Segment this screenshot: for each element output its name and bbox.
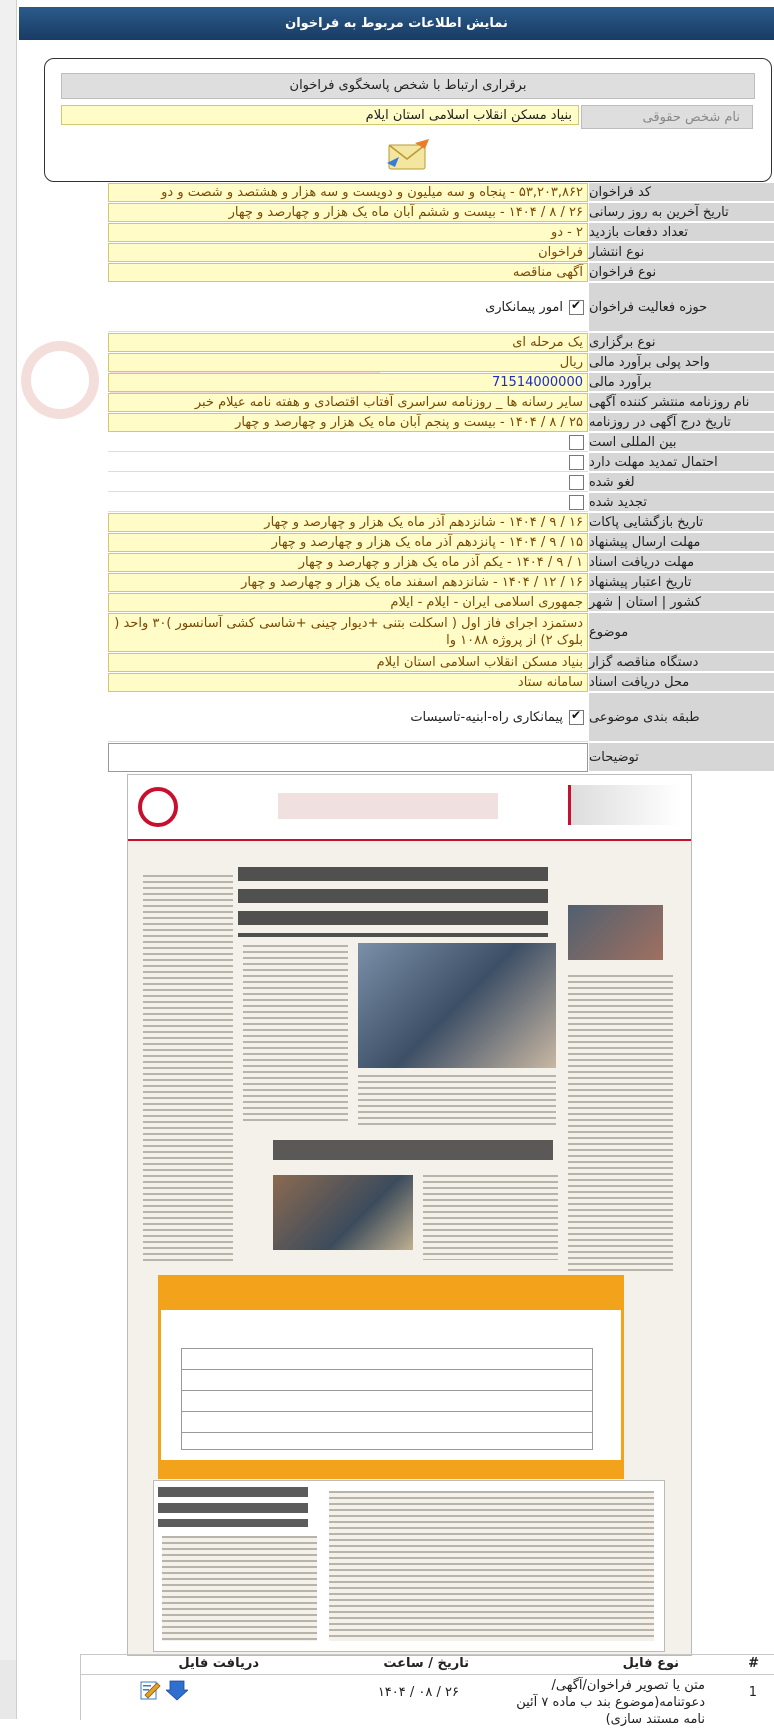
newspaper-bottom-headline-image — [158, 1487, 308, 1527]
newspaper-emblem-icon — [138, 787, 178, 827]
contact-panel — [44, 58, 772, 182]
renewed-cell — [108, 493, 588, 512]
newspaper-column — [143, 875, 233, 1265]
left-scroll-edge-bottom — [0, 1660, 16, 1719]
currency-value: ریال — [108, 353, 588, 372]
newspaper-tender-ad — [158, 1275, 624, 1479]
row-subject — [108, 613, 774, 652]
organizer-value: بنیاد مسکن انقلاب اسلامی استان ایلام — [108, 653, 588, 672]
subject-value: دستمزد اجرای فاز اول ( اسکلت بتنی +دیوار چینی +شاسی کشی آسانسور )۳۰ واحد ( بلوک ۲) از پروژه ۱۰۸۸ وا — [108, 613, 588, 652]
newspaper-headline-image — [238, 867, 548, 937]
activity-cell — [108, 283, 588, 332]
activity-option: امور پیمانکاری — [485, 299, 563, 315]
left-scroll-edge — [0, 0, 17, 1719]
newspaper-photo-third — [273, 1175, 413, 1250]
row-estimate — [108, 373, 774, 392]
row-newspaper — [108, 393, 774, 412]
newspaper-column — [358, 1075, 556, 1125]
call-type-label: نوع فراخوان — [589, 263, 774, 282]
files-col-num: # — [748, 1656, 759, 1671]
location-label: کشور | استان | شهر — [589, 593, 774, 612]
newspaper-date-value: ۲۵ / ۸ / ۱۴۰۴ - بیست و پنجم آبان ماه یک هزار و چهارصد و چهار — [108, 413, 588, 432]
row-opening-date — [108, 513, 774, 532]
international-checkbox[interactable] — [569, 435, 584, 450]
extension-cell — [108, 453, 588, 472]
submit-deadline-value: ۱۵ / ۹ / ۱۴۰۴ - پانزدهم آذر ماه یک هزار و چهارصد و چهار — [108, 533, 588, 552]
newspaper-scan-image — [127, 774, 692, 1656]
newspaper-date-label: تاریخ درج آگهی در روزنامه — [589, 413, 774, 432]
row-international — [108, 433, 774, 452]
newspaper-column — [568, 975, 673, 1275]
newspaper-column — [162, 1536, 317, 1641]
description-label: توضیحات — [589, 743, 774, 772]
row-code — [108, 183, 774, 202]
international-cell — [108, 433, 588, 452]
row-call-type — [108, 263, 774, 282]
subject-label: موضوع — [589, 613, 774, 652]
row-newspaper-date — [108, 413, 774, 432]
file-row-num: 1 — [748, 1685, 757, 1700]
ad-footer-band — [161, 1460, 621, 1476]
estimate-label: برآورد مالی — [589, 373, 774, 392]
activity-label: حوزه فعالیت فراخوان — [589, 283, 774, 332]
row-last-update — [108, 203, 774, 222]
submit-deadline-label: مهلت ارسال پیشنهاد — [589, 533, 774, 552]
validity-date-label: تاریخ اعتبار پیشنهاد — [589, 573, 774, 592]
last-update-value: ۲۶ / ۸ / ۱۴۰۴ - بیست و ششم آبان ماه یک هزار و چهارصد و چهار — [108, 203, 588, 222]
files-col-date: تاریخ / ساعت — [383, 1656, 469, 1671]
extension-label: احتمال تمدید مهلت دارد — [589, 453, 774, 472]
row-organizer — [108, 653, 774, 672]
ad-table-image — [181, 1348, 593, 1450]
validity-date-value: ۱۶ / ۱۲ / ۱۴۰۴ - شانزدهم اسفند ماه یک هزار و چهارصد و چهار — [108, 573, 588, 592]
row-visits — [108, 223, 774, 242]
extension-checkbox[interactable] — [569, 455, 584, 470]
mail-icon[interactable] — [385, 139, 431, 173]
category-cell — [108, 693, 588, 742]
ad-header-band — [161, 1278, 621, 1310]
row-cancelled — [108, 473, 774, 492]
newspaper-subhead-image — [273, 1140, 553, 1160]
newspaper-column — [243, 945, 348, 1125]
row-submit-deadline — [108, 533, 774, 552]
files-table — [80, 1654, 774, 1727]
publish-type-value: فراخوان — [108, 243, 588, 262]
code-label: کد فراخوان — [589, 183, 774, 202]
files-col-download: دریافت فایل — [178, 1656, 259, 1671]
opening-date-label: تاریخ بازگشایی پاکات — [589, 513, 774, 532]
contact-label: نام شخص حقوقی — [581, 105, 753, 129]
row-docs-place — [108, 673, 774, 692]
row-activity — [108, 283, 774, 332]
row-renewed — [108, 493, 774, 512]
newspaper-column — [329, 1491, 654, 1641]
category-option: پیمانکاری راه-ابنیه-تاسیسات — [410, 709, 563, 725]
newspaper-value: سایر رسانه ها _ روزنامه سراسری آفتاب اقتصادی و هفته نامه عیلام خبر — [108, 393, 588, 412]
newspaper-section-band — [278, 793, 498, 819]
category-label: طبقه بندی موضوعی — [589, 693, 774, 742]
download-icon[interactable] — [166, 1679, 188, 1701]
publish-type-label: نوع انتشار — [589, 243, 774, 262]
newspaper-label: نام روزنامه منتشر کننده آگهی — [589, 393, 774, 412]
row-holding-type — [108, 333, 774, 352]
files-divider — [81, 1674, 774, 1675]
contact-title: برقراری ارتباط با شخص پاسخگوی فراخوان — [61, 73, 755, 99]
row-description — [108, 743, 774, 772]
edit-icon[interactable] — [139, 1679, 161, 1701]
row-docs-deadline — [108, 553, 774, 572]
holding-type-value: یک مرحله ای — [108, 333, 588, 352]
code-value: ۵۳,۲۰۳,۸۶۲ - پنجاه و سه میلیون و دویست و سه هزار و هشتصد و شصت و دو — [108, 183, 588, 202]
organizer-label: دستگاه مناقصه گزار — [589, 653, 774, 672]
holding-type-label: نوع برگزاری — [589, 333, 774, 352]
call-type-value: آگهی مناقصه — [108, 263, 588, 282]
newspaper-masthead — [128, 775, 691, 841]
newspaper-logo — [568, 785, 681, 825]
description-value — [108, 743, 588, 772]
row-location — [108, 593, 774, 612]
row-category — [108, 693, 774, 742]
cancelled-cell — [108, 473, 588, 492]
file-row-type: متن یا تصویر فراخوان/آگهی/دعوتنامه(موضوع بند ب ماده ۷ آئین نامه مستند سازی) — [516, 1678, 705, 1727]
cancelled-checkbox[interactable] — [569, 475, 584, 490]
contact-value: بنیاد مسکن انقلاب اسلامی استان ایلام — [61, 105, 579, 125]
docs-place-value: سامانه ستاد — [108, 673, 588, 692]
cancelled-label: لغو شده — [589, 473, 774, 492]
docs-deadline-value: ۱ / ۹ / ۱۴۰۴ - یکم آذر ماه یک هزار و چهارصد و چهار — [108, 553, 588, 572]
renewed-label: تجدید شده — [589, 493, 774, 512]
estimate-value: 71514000000 — [108, 373, 588, 392]
currency-label: واحد پولی برآورد مالی — [589, 353, 774, 372]
files-col-type: نوع فایل — [622, 1656, 679, 1671]
row-publish-type — [108, 243, 774, 262]
file-row-date: ۲۶ / ۰۸ / ۱۴۰۴ — [377, 1685, 459, 1700]
row-validity-date — [108, 573, 774, 592]
newspaper-photo-main — [358, 943, 556, 1068]
visits-label: تعداد دفعات بازدید — [589, 223, 774, 242]
row-extension — [108, 453, 774, 472]
location-value: جمهوری اسلامی ایران - ایلام - ایلام — [108, 593, 588, 612]
opening-date-value: ۱۶ / ۹ / ۱۴۰۴ - شانزدهم آذر ماه یک هزار و چهارصد و چهار — [108, 513, 588, 532]
docs-place-label: محل دریافت اسناد — [589, 673, 774, 692]
docs-deadline-label: مهلت دریافت اسناد — [589, 553, 774, 572]
row-currency — [108, 353, 774, 372]
page-title: نمایش اطلاعات مربوط به فراخوان — [19, 7, 774, 40]
newspaper-column — [423, 1175, 558, 1260]
activity-checkbox[interactable] — [569, 300, 584, 315]
newspaper-photo-small — [568, 905, 663, 960]
renewed-checkbox[interactable] — [569, 495, 584, 510]
category-checkbox[interactable] — [569, 710, 584, 725]
last-update-label: تاریخ آخرین به روز رسانی — [589, 203, 774, 222]
international-label: بین المللی است — [589, 433, 774, 452]
visits-value: ۲ - دو — [108, 223, 588, 242]
